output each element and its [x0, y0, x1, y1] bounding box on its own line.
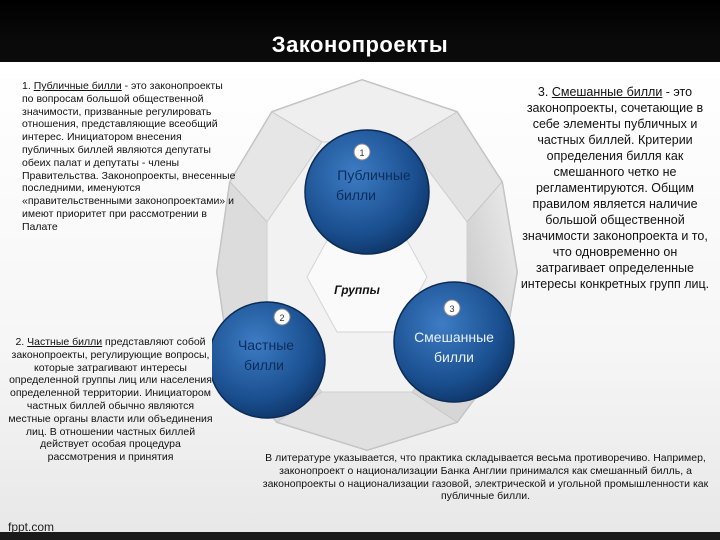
mixed-bills-body: - это законопроекты, сочетающие в себе элементы публичных и частных биллей. Критерии определения билля как смешанного четко не регламентируются. Общим правилом является наличие большой общественной значимости законопроекта и то, что одновременно он затрагивает определенные интересы конкретных групп лиц.	[520, 85, 710, 291]
mixed-bills-number: 3.	[537, 85, 552, 99]
public-bills-number: 1.	[22, 80, 34, 92]
badge-3-number: 3	[449, 304, 455, 314]
slide-title: Законопроекты	[271, 32, 449, 57]
center-label: Группы	[334, 283, 380, 297]
circle-3-line1: Смешанные	[414, 329, 494, 345]
private-bills-number: 2.	[15, 336, 28, 348]
literature-note: В литературе указывается, что практика складывается весьма противоречиво. Например, законопроект о национализации Банка Англии принимался как смешанный билль, а законопроекты о национализации газовой, электрической и угольной промышленности как публичные билли.	[262, 452, 709, 503]
mixed-bills-description	[520, 84, 710, 292]
circle-2-line1: Частные	[237, 337, 295, 353]
badge-1-number: 1	[359, 148, 365, 158]
mixed-bills-term: Смешанные билли	[551, 85, 663, 99]
private-bills-term: Частные билли	[27, 336, 103, 348]
private-bills-body: представляют собой законопроекты, регулирующие вопросы, которые затрагивают интересы определенной группы лиц или населения определенной территории. Инициатором частных биллей обычно являются местные органы власти или объединения лиц. В отношении частных биллей действует особая процедура рассмотрения и принятия	[8, 336, 213, 464]
watermark-text: fppt.com	[8, 520, 55, 534]
circle-1-line2: билли	[336, 187, 376, 203]
public-bills-term: Публичные билли	[33, 80, 122, 92]
badge-2-number: 2	[279, 313, 285, 323]
public-bills-body: - это законопроекты по вопросам большой общественной значимости, призванные регулировать отношения, представляющие всеобщий интерес. Инициатором внесения публичных биллей являются депутаты обеих палат и депутаты - члены Правительства. Законопроекты, внесенные последними, именуются «правительственными законопроектами» и имеют приоритет при рассмотрении в Палате	[22, 80, 236, 233]
circle-3-line2: билли	[434, 349, 474, 365]
circle-2-line2: билли	[244, 357, 284, 373]
private-bills-description	[8, 336, 213, 464]
circle-1-line1: Публичные	[337, 167, 411, 183]
public-bills-description	[22, 80, 237, 234]
groups-diagram	[212, 72, 522, 452]
